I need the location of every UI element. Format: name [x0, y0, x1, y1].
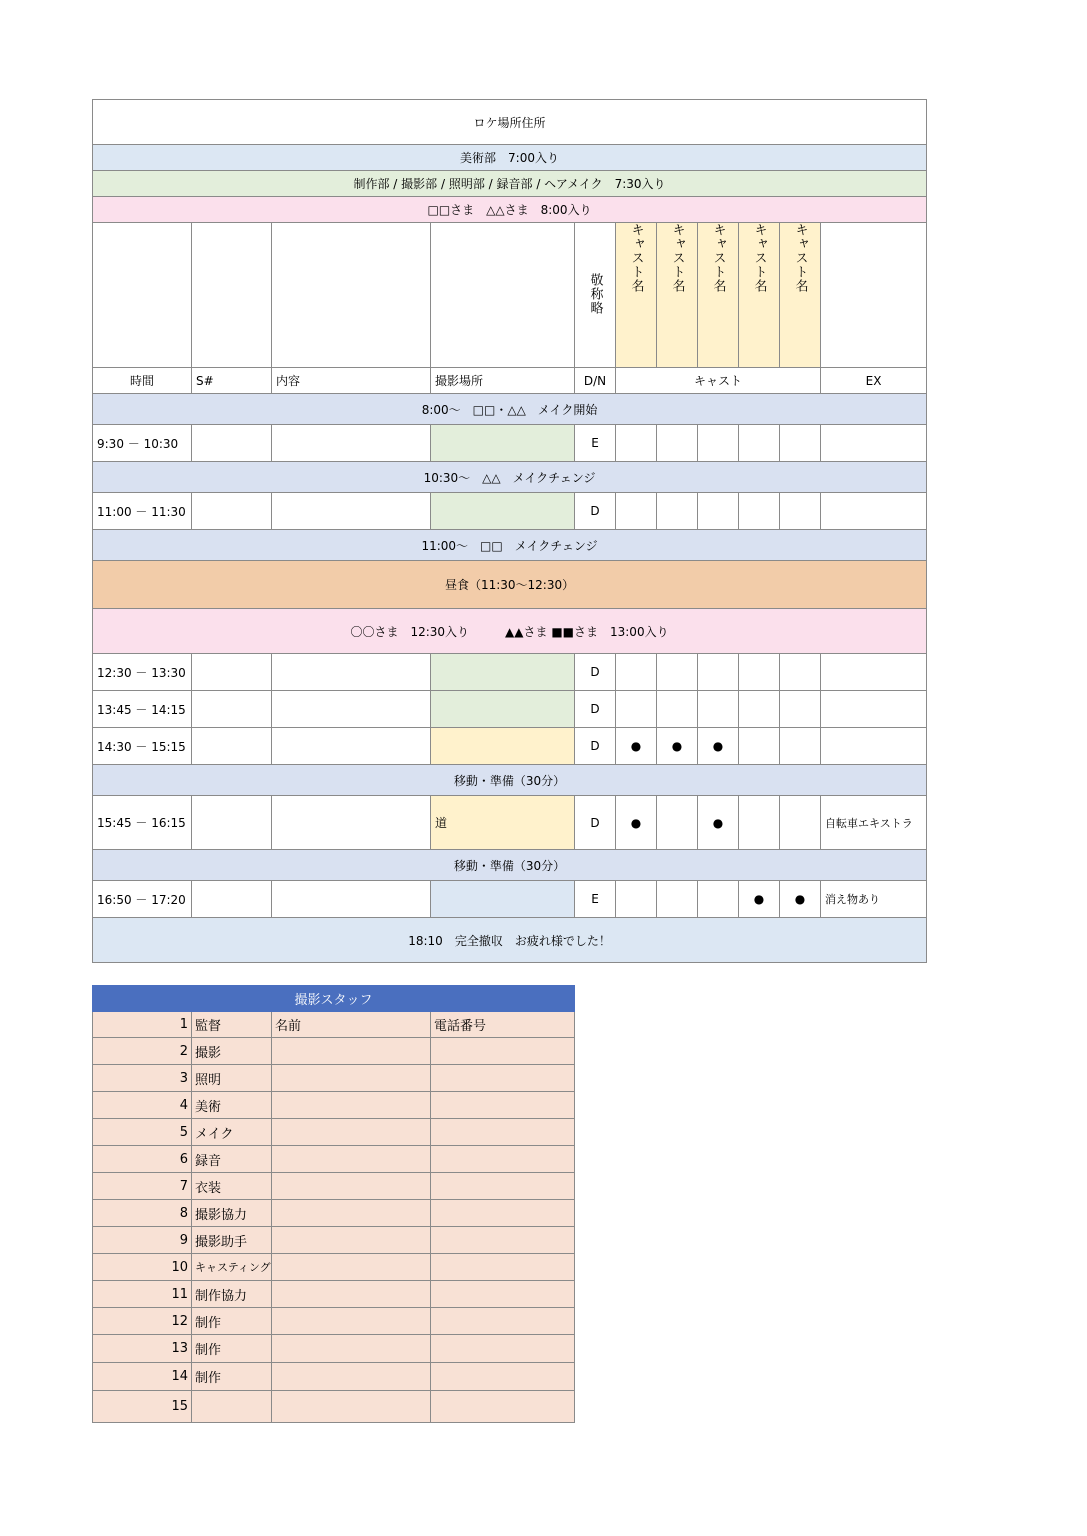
row-cast-4 [739, 493, 780, 530]
row-cast-2 [657, 654, 698, 691]
staff-number: 9 [93, 1227, 192, 1254]
staff-name [272, 1065, 431, 1092]
schedule-row [93, 493, 927, 530]
staff-row [93, 1146, 575, 1173]
staff-number: 6 [93, 1146, 192, 1173]
schedule-row [93, 796, 927, 850]
staff-phone [431, 1092, 575, 1119]
staff-name [272, 1254, 431, 1281]
staff-row [93, 1173, 575, 1200]
row-time: 9:30 － 10:30 [93, 425, 192, 462]
row-cast-2 [657, 493, 698, 530]
staff-role: 撮影 [192, 1038, 272, 1065]
staff-row [93, 1038, 575, 1065]
staff-number: 11 [93, 1281, 192, 1308]
header-dn: D/N [575, 368, 616, 394]
staff-number: 4 [93, 1092, 192, 1119]
staff-number: 7 [93, 1173, 192, 1200]
row-scene [192, 654, 272, 691]
row-content [272, 728, 431, 765]
staff-row [93, 1281, 575, 1308]
row-scene [192, 796, 272, 850]
row-time: 11:00 － 11:30 [93, 493, 192, 530]
row-dn: D [575, 796, 616, 850]
row-cast-1 [616, 654, 657, 691]
staff-number: 5 [93, 1119, 192, 1146]
honorific-note: 敬称略 [575, 223, 616, 368]
row-cast-5 [780, 796, 821, 850]
staff-number: 15 [93, 1391, 192, 1423]
staff-row [93, 1012, 575, 1038]
row-cast-5 [780, 691, 821, 728]
row-cast-1 [616, 493, 657, 530]
staff-row [93, 1335, 575, 1363]
cast-name-5: キャスト名 [780, 223, 821, 368]
call-time-art: 美術部 7:00入り [93, 145, 927, 171]
header-location: 撮影場所 [431, 368, 575, 394]
staff-name [272, 1146, 431, 1173]
row-time: 14:30 － 15:15 [93, 728, 192, 765]
row-dn: D [575, 728, 616, 765]
row-content [272, 654, 431, 691]
staff-role: 照明 [192, 1065, 272, 1092]
staff-name [272, 1200, 431, 1227]
staff-role: 制作 [192, 1308, 272, 1335]
row-location [431, 691, 575, 728]
staff-row [93, 1200, 575, 1227]
row-dn: D [575, 691, 616, 728]
staff-title: 撮影スタッフ [93, 986, 575, 1012]
location-address: ロケ場所住所 [93, 100, 927, 145]
staff-row [93, 1065, 575, 1092]
row-content [272, 881, 431, 918]
row-cast-4 [739, 691, 780, 728]
row-cast-2 [657, 796, 698, 850]
staff-col-phone: 電話番号 [431, 1012, 575, 1038]
row-cast-3: ● [698, 796, 739, 850]
staff-number: 1 [93, 1012, 192, 1038]
row-cast-2 [657, 691, 698, 728]
row-content [272, 796, 431, 850]
row-cast-3 [698, 691, 739, 728]
staff-name [272, 1335, 431, 1363]
row-cast-5: ● [780, 881, 821, 918]
header-blank [93, 223, 192, 368]
row-cast-1: ● [616, 796, 657, 850]
move-prep-2: 移動・準備（30分） [93, 850, 927, 881]
cast-name-3: キャスト名 [698, 223, 739, 368]
header-ex: EX [821, 368, 927, 394]
staff-number: 8 [93, 1200, 192, 1227]
staff-phone [431, 1146, 575, 1173]
row-cast-3 [698, 654, 739, 691]
row-cast-3: ● [698, 728, 739, 765]
row-cast-4 [739, 425, 780, 462]
lunch-break: 昼食（11:30～12:30） [93, 561, 927, 609]
staff-phone [431, 1335, 575, 1363]
staff-phone [431, 1254, 575, 1281]
notice-makeup-start: 8:00～ □□・△△ メイク開始 [93, 394, 927, 425]
row-cast-5 [780, 728, 821, 765]
row-dn: D [575, 493, 616, 530]
staff-number: 3 [93, 1065, 192, 1092]
header-blank [192, 223, 272, 368]
staff-role: 衣装 [192, 1173, 272, 1200]
row-cast-1 [616, 425, 657, 462]
row-location [431, 654, 575, 691]
staff-role: 録音 [192, 1146, 272, 1173]
row-dn: E [575, 425, 616, 462]
notice-makeup-change-1: 10:30～ △△ メイクチェンジ [93, 462, 927, 493]
schedule-row [93, 728, 927, 765]
staff-role: 制作 [192, 1335, 272, 1363]
staff-phone [431, 1363, 575, 1391]
cast-name-2: キャスト名 [657, 223, 698, 368]
row-cast-1 [616, 691, 657, 728]
row-scene [192, 691, 272, 728]
header-scene: S# [192, 368, 272, 394]
row-cast-2: ● [657, 728, 698, 765]
staff-role: 監督 [192, 1012, 272, 1038]
staff-phone [431, 1173, 575, 1200]
staff-phone [431, 1065, 575, 1092]
staff-phone [431, 1200, 575, 1227]
staff-row [93, 1363, 575, 1391]
row-cast-5 [780, 493, 821, 530]
staff-name [272, 1119, 431, 1146]
row-content [272, 691, 431, 728]
call-time-cast-am: □□さま △△さま 8:00入り [93, 197, 927, 223]
staff-role: メイク [192, 1119, 272, 1146]
staff-number: 14 [93, 1363, 192, 1391]
schedule-row [93, 654, 927, 691]
staff-number: 12 [93, 1308, 192, 1335]
row-location [431, 425, 575, 462]
row-cast-5 [780, 654, 821, 691]
row-cast-4 [739, 654, 780, 691]
staff-role: 美術 [192, 1092, 272, 1119]
staff-name [272, 1391, 431, 1423]
row-scene [192, 493, 272, 530]
staff-row [93, 1227, 575, 1254]
row-time: 13:45 － 14:15 [93, 691, 192, 728]
notice-makeup-change-2: 11:00～ □□ メイクチェンジ [93, 530, 927, 561]
row-location [431, 493, 575, 530]
row-time: 16:50 － 17:20 [93, 881, 192, 918]
staff-name [272, 1308, 431, 1335]
row-ex [821, 691, 927, 728]
row-cast-4 [739, 796, 780, 850]
staff-role: 撮影助手 [192, 1227, 272, 1254]
row-ex [821, 425, 927, 462]
row-content [272, 493, 431, 530]
cast-name-1: キャスト名 [616, 223, 657, 368]
row-ex [821, 654, 927, 691]
staff-row [93, 1391, 575, 1423]
row-dn: E [575, 881, 616, 918]
staff-list [92, 985, 575, 1423]
header-cast: キャスト [616, 368, 821, 394]
staff-number: 13 [93, 1335, 192, 1363]
wrap-message: 18:10 完全撤収 お疲れ様でした！ [93, 918, 927, 963]
row-scene [192, 728, 272, 765]
staff-name [272, 1227, 431, 1254]
row-ex: 自転車エキストラ [821, 796, 927, 850]
row-content [272, 425, 431, 462]
row-cast-2 [657, 881, 698, 918]
staff-phone [431, 1227, 575, 1254]
staff-role: キャスティング [192, 1254, 272, 1281]
row-cast-4: ● [739, 881, 780, 918]
row-ex [821, 728, 927, 765]
move-prep-1: 移動・準備（30分） [93, 765, 927, 796]
header-blank [272, 223, 431, 368]
schedule-row [93, 881, 927, 918]
row-ex: 消え物あり [821, 881, 927, 918]
staff-phone [431, 1391, 575, 1423]
staff-row [93, 1119, 575, 1146]
row-cast-3 [698, 493, 739, 530]
staff-role: 撮影協力 [192, 1200, 272, 1227]
call-time-crew: 制作部 / 撮影部 / 照明部 / 録音部 / ヘアメイク 7:30入り [93, 171, 927, 197]
staff-name [272, 1363, 431, 1391]
staff-name [272, 1038, 431, 1065]
row-time: 15:45 － 16:15 [93, 796, 192, 850]
row-cast-4 [739, 728, 780, 765]
row-dn: D [575, 654, 616, 691]
staff-role: 制作協力 [192, 1281, 272, 1308]
row-location: 道 [431, 796, 575, 850]
staff-name [272, 1173, 431, 1200]
row-scene [192, 425, 272, 462]
header-content: 内容 [272, 368, 431, 394]
row-cast-2 [657, 425, 698, 462]
row-location [431, 881, 575, 918]
row-scene [192, 881, 272, 918]
row-cast-1: ● [616, 728, 657, 765]
staff-number: 2 [93, 1038, 192, 1065]
row-cast-5 [780, 425, 821, 462]
staff-role: 制作 [192, 1363, 272, 1391]
row-cast-1 [616, 881, 657, 918]
staff-row [93, 1308, 575, 1335]
call-time-cast-pm: 〇〇さま 12:30入り ▲▲さま ■■さま 13:00入り [93, 609, 927, 654]
header-blank [821, 223, 927, 368]
schedule-row [93, 691, 927, 728]
row-ex [821, 493, 927, 530]
staff-phone [431, 1281, 575, 1308]
row-time: 12:30 － 13:30 [93, 654, 192, 691]
call-sheet-schedule [92, 99, 927, 963]
staff-phone [431, 1038, 575, 1065]
header-time: 時間 [93, 368, 192, 394]
staff-col-name: 名前 [272, 1012, 431, 1038]
staff-phone [431, 1119, 575, 1146]
cast-name-4: キャスト名 [739, 223, 780, 368]
staff-name [272, 1281, 431, 1308]
staff-number: 10 [93, 1254, 192, 1281]
header-blank [431, 223, 575, 368]
staff-row [93, 1092, 575, 1119]
staff-row [93, 1254, 575, 1281]
staff-phone [431, 1308, 575, 1335]
row-cast-3 [698, 881, 739, 918]
row-location [431, 728, 575, 765]
schedule-row [93, 425, 927, 462]
staff-name [272, 1092, 431, 1119]
staff-role [192, 1391, 272, 1423]
row-cast-3 [698, 425, 739, 462]
